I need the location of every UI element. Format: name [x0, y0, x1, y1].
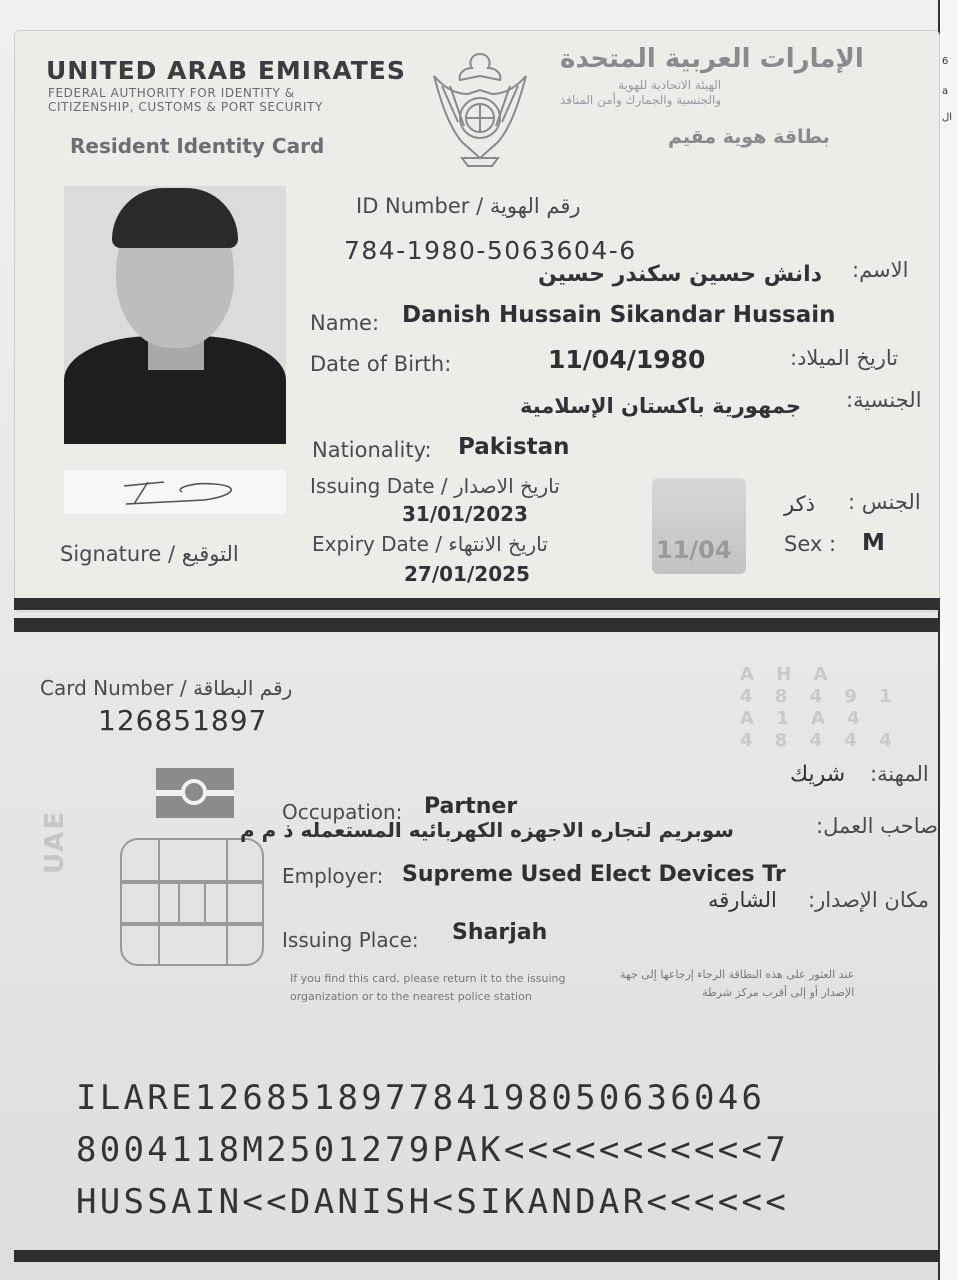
- mrz-line-2: 8004118M2501279PAK<<<<<<<<<<<7: [76, 1130, 790, 1170]
- nationality: Pakistan: [458, 434, 570, 460]
- issuing-place-ar: الشارقه: [708, 888, 777, 912]
- expiry-date: 27/01/2025: [404, 562, 530, 586]
- issuing-place: Sharjah: [452, 920, 548, 945]
- issuing-place-label: Issuing Place:: [282, 928, 419, 952]
- faint-background-pattern: A H A 4 8 4 9 1 A 1 A 4 4 8 4 4 4: [740, 664, 900, 751]
- card-type-ar: بطاقة هوية مقيم: [668, 126, 830, 148]
- return-notice-ar: عند العثور على هذه البطاقة الرجاء إرجاعها إلى جهة الإصدار أو إلى أقرب مركز شرطة: [620, 968, 855, 999]
- name-ar: دانش حسين سكندر حسين: [538, 262, 822, 287]
- expiry-date-label: Expiry Date / تاريخ الانتهاء: [312, 532, 548, 556]
- country-title-ar: الإمارات العربية المتحدة: [560, 44, 864, 74]
- signature-scribble-icon: [64, 470, 286, 514]
- signature-label: Signature / التوقيع: [60, 542, 239, 566]
- country-title: UNITED ARAB EMIRATES: [46, 56, 406, 85]
- authority-name-ar: الهيئة الاتحادية للهوية والجنسية والجمارك وأمن المنافذ: [560, 78, 722, 107]
- authority-name: FEDERAL AUTHORITY FOR IDENTITY & CITIZENSHIP, CUSTOMS & PORT SECURITY: [48, 86, 323, 114]
- card-number: 126851897: [98, 704, 268, 737]
- nationality-ar: جمهورية باكستان الإسلامية: [520, 394, 802, 418]
- holder-name: Danish Hussain Sikandar Hussain: [402, 302, 836, 328]
- employer-label: Employer:: [282, 864, 384, 888]
- signature-area: [64, 470, 286, 514]
- edge-mark: ال: [942, 112, 953, 123]
- sex-ar-label: الجنس :: [848, 490, 921, 514]
- card-logo-icon: [156, 768, 234, 818]
- occupation-label: Occupation:: [282, 800, 403, 824]
- occupation-ar-label: المهنة:: [870, 762, 929, 786]
- dob-label: Date of Birth:: [310, 352, 452, 376]
- adjacent-page-edge: [938, 0, 958, 1280]
- nationality-label: Nationality:: [312, 438, 432, 462]
- uae-vertical-text: UAE: [40, 809, 70, 874]
- mrz-line-3: HUSSAIN<<DANISH<SIKANDAR<<<<<<: [76, 1182, 790, 1222]
- name-ar-label: الاسم:: [852, 258, 909, 282]
- uae-emblem-icon: [428, 46, 532, 170]
- nationality-ar-label: الجنسية:: [846, 388, 922, 412]
- sex-label: Sex :: [784, 532, 837, 556]
- id-number: 784-1980-5063604-6: [344, 236, 637, 265]
- occupation-ar: شريك: [790, 762, 846, 787]
- ghost-dob: 11/04: [656, 536, 732, 564]
- holder-photo: [64, 186, 286, 444]
- date-of-birth: 11/04/1980: [548, 345, 706, 374]
- employer: Supreme Used Elect Devices Tr: [402, 862, 786, 887]
- sex-ar: ذكر: [784, 492, 815, 516]
- return-notice: If you find this card, please return it to the issuing organization or to the nearest police station: [290, 972, 566, 1003]
- card-number-label: Card Number / رقم البطاقة: [40, 676, 293, 700]
- bottom-band: [14, 1250, 940, 1262]
- edge-mark: 6: [942, 56, 949, 67]
- mrz-line-1: ILARE126851897784198050636046: [76, 1078, 766, 1118]
- dob-ar-label: تاريخ الميلاد:: [790, 346, 899, 370]
- edge-mark: a: [942, 86, 949, 97]
- card-type: Resident Identity Card: [70, 134, 325, 158]
- smart-chip-icon: [120, 838, 264, 966]
- photo-hair: [112, 188, 238, 248]
- divider-band: [14, 618, 940, 632]
- employer-ar: سوبريم لتجاره الاجهزه الكهربائيه المستعمله ذ م م: [240, 818, 734, 842]
- occupation: Partner: [424, 794, 518, 819]
- sex: M: [862, 530, 885, 556]
- id-number-label: ID Number / رقم الهوية: [356, 194, 581, 218]
- employer-ar-label: صاحب العمل:: [816, 814, 938, 838]
- issuing-date: 31/01/2023: [402, 502, 528, 526]
- name-label: Name:: [310, 311, 380, 335]
- issuing-place-ar-label: مكان الإصدار:: [808, 888, 930, 912]
- divider-band: [14, 598, 940, 610]
- issuing-date-label: Issuing Date / تاريخ الاصدار: [310, 474, 560, 498]
